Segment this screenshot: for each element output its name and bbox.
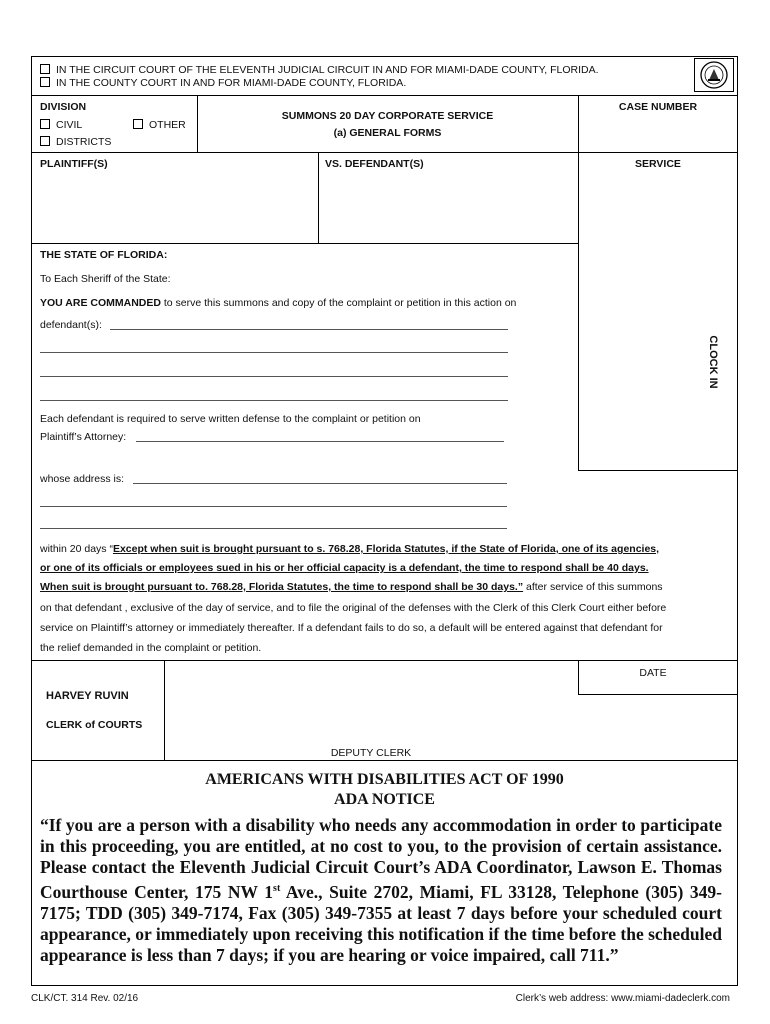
ada-subtitle: ADA NOTICE bbox=[334, 791, 435, 808]
commanded-rest: to serve this summons and copy of the complaint or petition in this action on bbox=[160, 297, 517, 309]
ada-text-part-1: “If you are a person with a disability who needs any accommodation in order to participate in this proceeding, you are entitled, at no cost to you, to the provision of certain assistance. Please contact the Eleventh Judicial Circuit Court’s ADA Coordinator, Lawson E. Thomas Courthouse Center, 175 NW 1 bbox=[40, 815, 722, 902]
ada-text-part-2: Ave., Suite 2702, Miami, FL 33128, Telephone (305) 349-7175; TDD (305) 349-7174, Fax (305) 349-7355 at least 7 days before your scheduled court appearance, or immediately upon receiving this notification if the time before the scheduled appearance is less than 7 days; if you are hearing or voice impaired, call 711.” bbox=[40, 881, 723, 965]
date-label: DATE bbox=[639, 667, 667, 679]
civil-label: CIVIL bbox=[56, 119, 83, 131]
each-defendant-text: Each defendant is required to serve written defense to the complaint or petition on bbox=[40, 413, 421, 425]
address-label: whose address is: bbox=[40, 473, 125, 485]
form-code: CLK/CT. 314 Rev. 02/16 bbox=[31, 993, 139, 1004]
within-line-6: the relief demanded in the complaint or petition. bbox=[40, 642, 262, 654]
other-label: OTHER bbox=[149, 119, 186, 131]
form-title: SUMMONS 20 DAY CORPORATE SERVICE bbox=[281, 110, 494, 122]
within-line-5: service on Plaintiff’s attorney or immediately thereafter. If a defendant fails to do so, a default will be entered against that defendant for bbox=[40, 622, 663, 634]
within-line-1 bbox=[40, 543, 659, 555]
deputy-clerk-label: DEPUTY CLERK bbox=[330, 747, 412, 759]
commanded-bold: YOU ARE COMMANDED bbox=[40, 297, 161, 309]
districts-checkbox[interactable] bbox=[40, 136, 50, 146]
other-checkbox[interactable] bbox=[133, 119, 143, 129]
defendant-label: VS. DEFENDANT(S) bbox=[325, 158, 424, 170]
deputy-signature-field[interactable] bbox=[170, 664, 574, 744]
districts-option[interactable] bbox=[40, 136, 111, 148]
circuit-checkbox[interactable] bbox=[40, 64, 50, 74]
ada-title: AMERICANS WITH DISABILITIES ACT OF 1990 bbox=[205, 771, 564, 788]
case-number-label: CASE NUMBER bbox=[618, 101, 698, 113]
defendant-line-4[interactable] bbox=[40, 400, 508, 401]
county-checkbox[interactable] bbox=[40, 77, 50, 87]
ada-superscript: st bbox=[273, 883, 281, 894]
circuit-court-text: IN THE CIRCUIT COURT OF THE ELEVENTH JUDICIAL CIRCUIT IN AND FOR MIAMI-DADE COUNTY, FLORIDA. bbox=[56, 64, 599, 76]
within-prefix: within 20 days “ bbox=[40, 543, 113, 555]
county-court-text: IN THE COUNTY COURT IN AND FOR MIAMI-DADE COUNTY, FLORIDA. bbox=[56, 77, 407, 89]
division-label: DIVISION bbox=[40, 101, 87, 113]
service-label: SERVICE bbox=[635, 158, 681, 170]
within-exception-3: When suit is brought pursuant to. 768.28, Florida Statutes, the time to respond shall be 30 days.” bbox=[40, 581, 524, 593]
defendants-label: defendant(s): bbox=[40, 319, 102, 331]
state-heading: THE STATE OF FLORIDA: bbox=[40, 249, 168, 261]
civil-checkbox[interactable] bbox=[40, 119, 50, 129]
districts-label: DISTRICTS bbox=[56, 136, 112, 148]
attorney-label: Plaintiff’s Attorney: bbox=[40, 431, 127, 443]
clerk-website[interactable]: Clerk’s web address: www.miami-dadeclerk.com bbox=[515, 993, 730, 1004]
address-line-1[interactable] bbox=[133, 483, 507, 484]
within-line-2 bbox=[40, 562, 649, 574]
commanded-text bbox=[40, 297, 516, 309]
case-number-field[interactable] bbox=[585, 116, 731, 148]
within-rest: after service of this summons bbox=[523, 581, 663, 593]
seal-icon bbox=[695, 59, 733, 91]
within-exception-2: or one of its officials or employees sued in his or her official capacity is a defendant, the time to respond shall be 40 days. bbox=[40, 562, 649, 574]
plaintiff-field[interactable] bbox=[36, 172, 314, 240]
county-court-option[interactable] bbox=[40, 77, 406, 89]
defendant-line-1[interactable] bbox=[110, 329, 508, 330]
attorney-line[interactable] bbox=[136, 441, 504, 442]
defendant-line-3[interactable] bbox=[40, 376, 508, 377]
form-subtitle: (a) GENERAL FORMS bbox=[333, 127, 442, 139]
within-exception-1: Except when suit is brought pursuant to s. 768.28, Florida Statutes, if the State of Florida, one of its agencies, bbox=[112, 543, 660, 555]
within-line-3 bbox=[40, 581, 663, 593]
clerk-name: HARVEY RUVIN bbox=[46, 690, 129, 702]
address-line-3[interactable] bbox=[40, 528, 507, 529]
clock-in-label: CLOCK IN bbox=[707, 335, 719, 389]
defendant-line-2[interactable] bbox=[40, 352, 508, 353]
circuit-court-option[interactable] bbox=[40, 64, 599, 76]
civil-option[interactable] bbox=[40, 119, 82, 131]
to-sheriff-text: To Each Sheriff of the State: bbox=[40, 273, 171, 285]
defendant-field[interactable] bbox=[322, 172, 574, 240]
address-line-2[interactable] bbox=[40, 506, 507, 507]
clerk-title: CLERK of COURTS bbox=[46, 719, 143, 731]
other-option[interactable] bbox=[133, 119, 186, 131]
court-seal bbox=[694, 58, 734, 92]
ada-notice-text bbox=[40, 815, 722, 966]
within-line-4: on that defendant , exclusive of the day of service, and to file the original of the defenses with the Clerk of this Clerk Court either before bbox=[40, 602, 667, 614]
plaintiff-label: PLAINTIFF(S) bbox=[40, 158, 108, 170]
